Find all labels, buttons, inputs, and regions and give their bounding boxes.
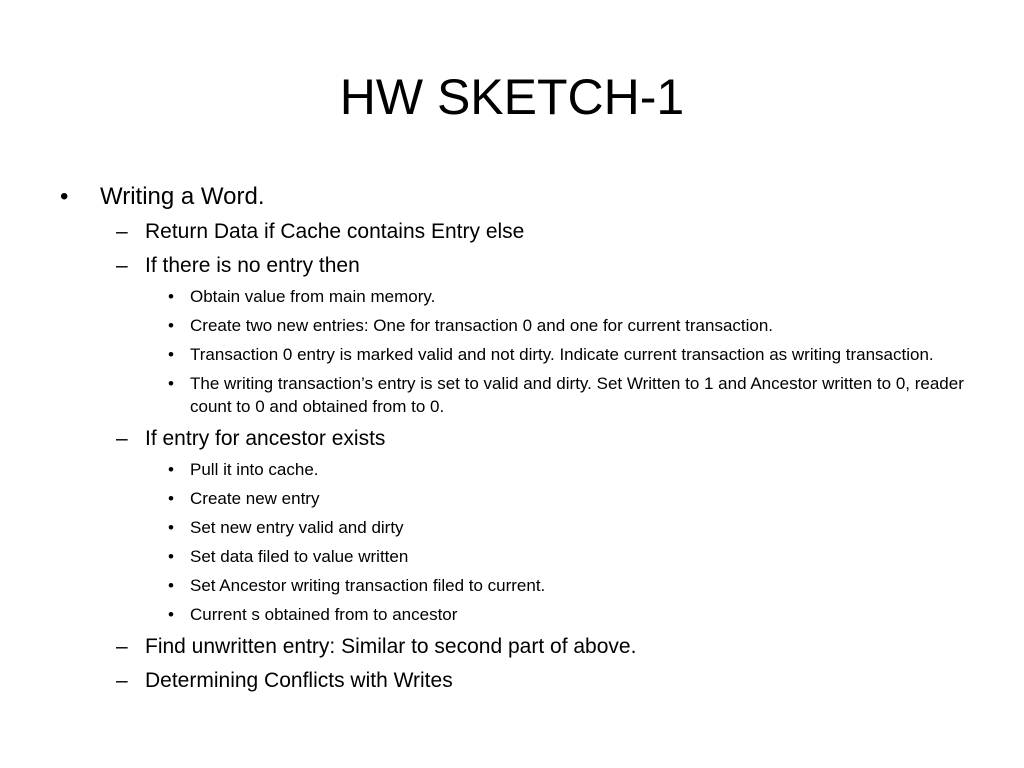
detail-bullet-item xyxy=(56,574,996,597)
dash-marker: – xyxy=(116,635,128,658)
bullet-list xyxy=(56,180,996,700)
detail-bullet-item xyxy=(56,458,996,481)
detail-bullet-item xyxy=(56,516,996,539)
sub-bullet-item xyxy=(56,632,996,661)
dash-marker: – xyxy=(116,220,128,243)
detail-bullet-text: Current s obtained from to ancestor xyxy=(190,605,458,624)
bullet-marker: • xyxy=(168,518,174,537)
detail-bullet-text: Pull it into cache. xyxy=(190,460,319,479)
sub-bullet-text: Determining Conflicts with Writes xyxy=(145,669,453,692)
detail-bullet-text: Obtain value from main memory. xyxy=(190,287,436,306)
bullet-marker: • xyxy=(168,316,174,335)
bullet-item xyxy=(56,180,996,214)
detail-bullet-text: Set new entry valid and dirty xyxy=(190,518,404,537)
bullet-marker: • xyxy=(168,374,174,393)
detail-bullet-text: The writing transaction’s entry is set to valid and dirty. Set Written to 1 and Ancestor written to 0, reader count to 0 and obtained from to 0. xyxy=(190,374,964,416)
sub-bullet-text: Find unwritten entry: Similar to second part of above. xyxy=(145,635,637,658)
sub-bullet-item xyxy=(56,424,996,453)
dash-marker: – xyxy=(116,254,128,277)
detail-bullet-text: Transaction 0 entry is marked valid and not dirty. Indicate current transaction as writing transaction. xyxy=(190,345,934,364)
sub-bullet-text: If there is no entry then xyxy=(145,254,360,277)
bullet-marker: • xyxy=(168,345,174,364)
detail-bullet-item xyxy=(56,603,996,626)
bullet-text: Writing a Word. xyxy=(100,183,265,210)
detail-bullet-text: Set Ancestor writing transaction filed to current. xyxy=(190,576,546,595)
detail-bullet-item xyxy=(56,372,996,418)
detail-bullet-item xyxy=(56,314,996,337)
bullet-marker: • xyxy=(168,547,174,566)
bullet-marker: • xyxy=(168,489,174,508)
bullet-marker: • xyxy=(168,460,174,479)
detail-bullet-item xyxy=(56,545,996,568)
sub-bullet-item xyxy=(56,217,996,246)
detail-bullet-item xyxy=(56,343,996,366)
detail-bullet-text: Create new entry xyxy=(190,489,320,508)
bullet-marker: • xyxy=(168,576,174,595)
slide-title: HW SKETCH-1 xyxy=(339,69,685,125)
sub-bullet-item xyxy=(56,666,996,695)
sub-bullet-text: Return Data if Cache contains Entry else xyxy=(145,220,525,243)
bullet-marker: • xyxy=(168,287,174,306)
sub-bullet-item xyxy=(56,251,996,280)
sub-bullet-text: If entry for ancestor exists xyxy=(145,427,386,450)
bullet-marker: • xyxy=(60,183,69,210)
dash-marker: – xyxy=(116,427,128,450)
detail-bullet-item xyxy=(56,487,996,510)
dash-marker: – xyxy=(116,669,128,692)
detail-bullet-item xyxy=(56,285,996,308)
detail-bullet-text: Create two new entries: One for transaction 0 and one for current transaction. xyxy=(190,316,774,335)
bullet-marker: • xyxy=(168,605,174,624)
detail-bullet-text: Set data filed to value written xyxy=(190,547,409,566)
